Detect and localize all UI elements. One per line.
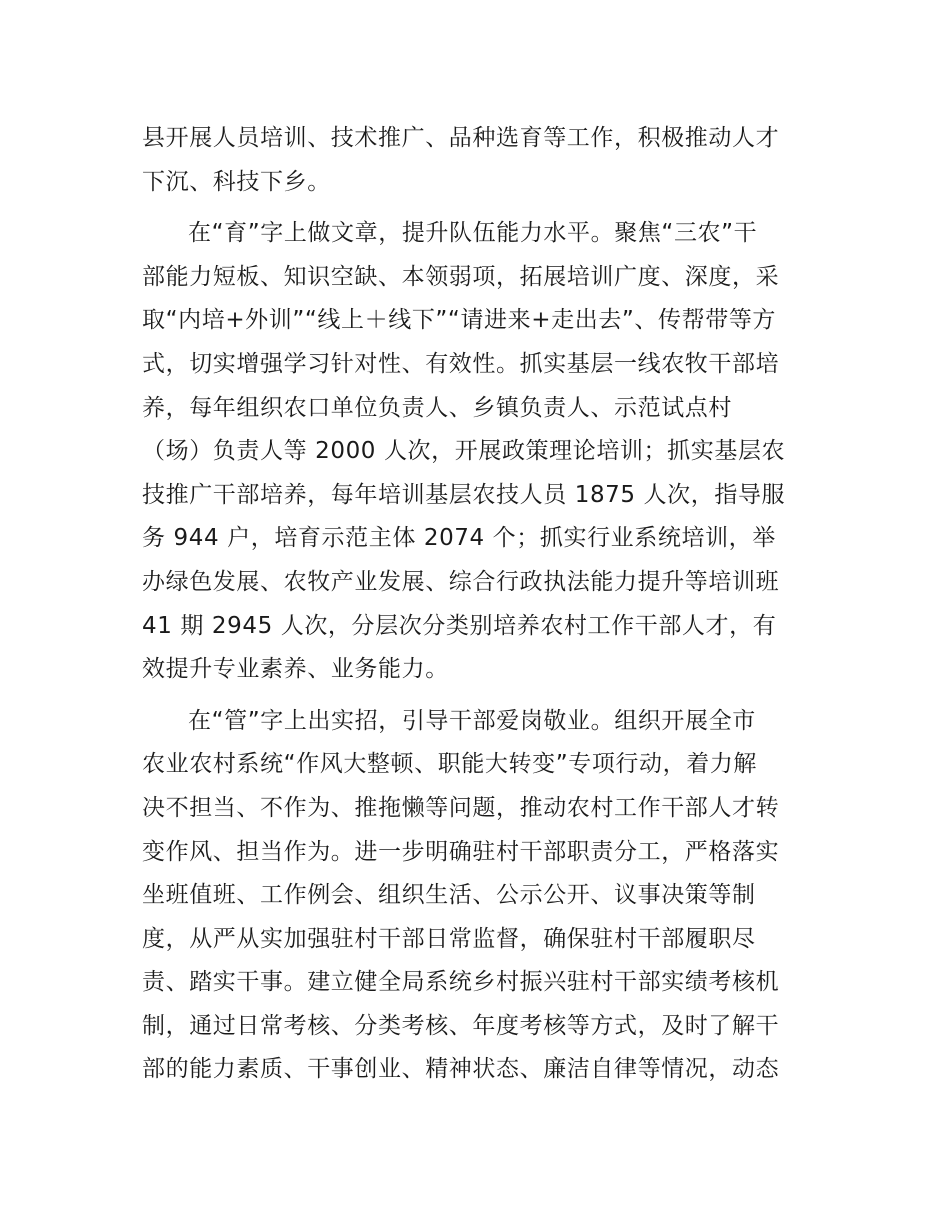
text-line: 下沉、科技下乡。 [142,168,331,195]
text-line: 效提升专业素养、业务能力。 [142,656,449,683]
paragraph-talent-sinking [142,117,814,204]
text-line: 务 944 户，培育示范主体 2074 个；抓实行业系统培训，举 [142,525,776,552]
paragraph-cultivate [142,212,814,692]
text-line: 部能力短板、知识空缺、本领弱项，拓展培训广度、深度，采 [142,263,780,290]
text-line: 取“内培+外训”“线上＋线下”“请进来+走出去”、传帮带等方 [142,307,777,334]
text-line: 决不担当、不作为、推拖懒等问题，推动农村工作干部人才转 [142,794,780,821]
document-body [142,117,814,1092]
text-line: 县开展人员培训、技术推广、品种选育等工作，积极推动人才 [142,125,780,151]
text-line: 式，切实增强学习针对性、有效性。抓实基层一线农牧干部培 [142,350,780,377]
paragraph-manage [142,700,814,1092]
text-line: 坐班值班、工作例会、组织生活、公示公开、议事决策等制 [142,882,756,909]
text-line: 技推广干部培养，每年培训基层农技人员 1875 人次，指导服 [142,481,786,508]
text-line: 办绿色发展、农牧产业发展、综合行政执法能力提升等培训班 [142,568,780,595]
text-line: 部的能力素质、干事创业、精神状态、廉洁自律等情况，动态 [142,1056,780,1083]
text-line: 变作风、担当作为。进一步明确驻村干部职责分工，严格落实 [142,838,780,865]
text-line: （场）负责人等 2000 人次，开展政策理论培训；抓实基层农 [142,438,786,465]
text-line: 农业农村系统“作风大整顿、职能大转变”专项行动，着力解 [142,751,758,778]
text-line: 在“育”字上做文章，提升队伍能力水平。聚焦“三农”干 [188,220,758,247]
text-line: 度，从严从实加强驻村干部日常监督，确保驻村干部履职尽 [142,925,756,952]
text-line: 在“管”字上出实招，引导干部爱岗敬业。组织开展全市 [188,707,756,734]
text-line: 制，通过日常考核、分类考核、年度考核等方式，及时了解干 [142,1012,780,1039]
text-line: 41 期 2945 人次，分层次分类别培养农村工作干部人才，有 [142,612,777,639]
text-line: 养，每年组织农口单位负责人、乡镇负责人、示范试点村 [142,394,732,421]
text-line: 责、踏实干事。建立健全局系统乡村振兴驻村干部实绩考核机 [142,969,780,996]
